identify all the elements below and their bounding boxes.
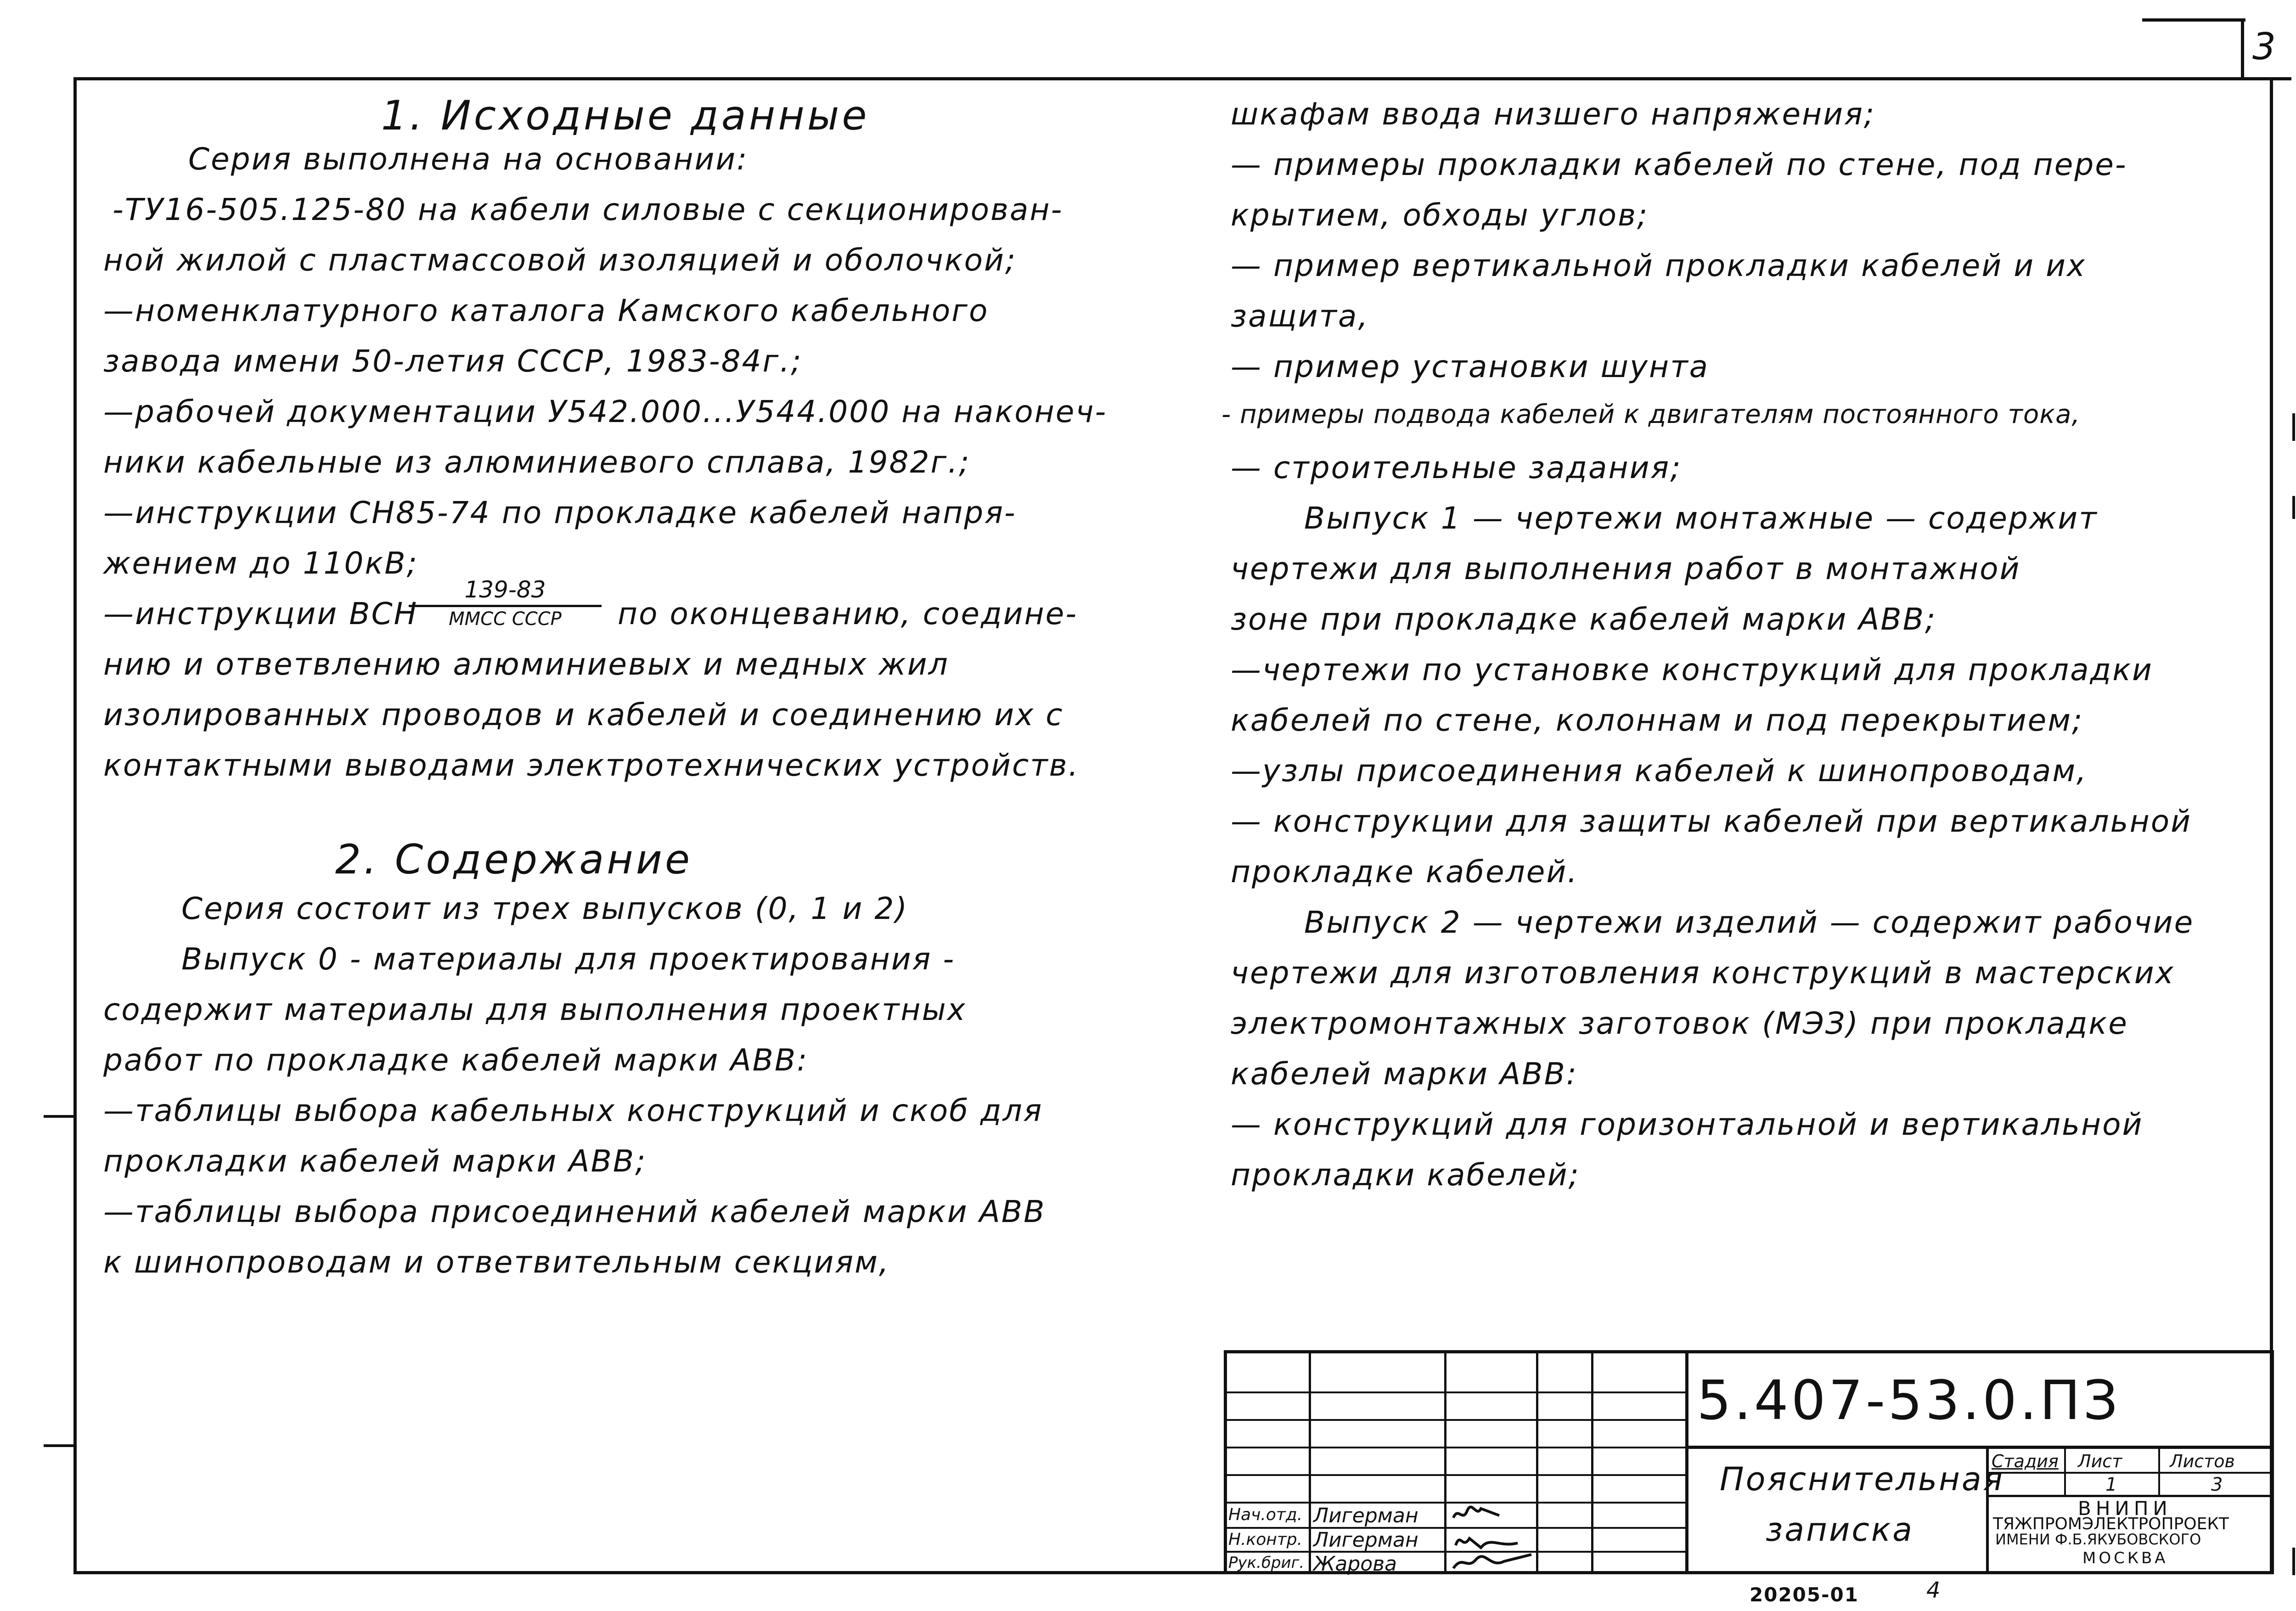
sheets-value: 3	[2211, 1474, 2223, 1495]
organization-line1: ВНИПИ	[2078, 1497, 2172, 1520]
text-line: жением до 110кВ;	[103, 546, 418, 581]
sheets-header: Листов	[2170, 1451, 2235, 1471]
vsn-numerator: 139-83	[409, 576, 602, 607]
text-line: ники кабельные из алюминиевого сплава, 1982г.;	[103, 445, 971, 480]
signatures	[1449, 1504, 1536, 1573]
text-line: -ТУ16-505.125-80 на кабели силовые с секционирован-	[113, 192, 1064, 227]
text-line: кабелей марки АВВ:	[1231, 1056, 1578, 1092]
organization-line2: ТЯЖПРОМЭЛЕКТРОПРОЕКТ	[1993, 1515, 2229, 1533]
text-line: зоне при прокладке кабелей марки АВВ;	[1231, 602, 1937, 637]
section-heading-contents: 2. Содержание	[335, 836, 693, 883]
inventory-number: 20205-01	[1750, 1583, 1859, 1606]
text-line: — примеры прокладки кабелей по стене, под пере-	[1231, 147, 2127, 182]
vsn-denominator: ММСС СССР	[449, 608, 562, 630]
sheet-header: Лист	[2078, 1451, 2122, 1471]
margin-tick	[44, 1115, 73, 1118]
text-line: —узлы присоединения кабелей к шинопроводам,	[1231, 753, 2088, 789]
role-label: Рук.бриг.	[1228, 1554, 1305, 1572]
person-name: Лигерман	[1313, 1528, 1418, 1552]
text-line: Серия состоит из трех выпусков (0, 1 и 2)	[181, 891, 909, 926]
text-line: Выпуск 2 — чертежи изделий — содержит рабочие	[1304, 905, 2195, 940]
text-line-vsn-suffix: по оконцеванию, соедине-	[618, 596, 1078, 631]
text-line: — конструкции для защиты кабелей при вертикальной	[1231, 804, 2192, 839]
text-line: —чертежи по установке конструкций для прокладки	[1231, 652, 2153, 687]
text-line: кабелей по стене, колоннам и под перекрытием;	[1231, 703, 2084, 738]
text-line: шкафам ввода низшего напряжения;	[1231, 96, 1876, 132]
text-line: защита,	[1231, 299, 1369, 334]
title-block	[1224, 1350, 2273, 1574]
text-line: контактными выводами электротехнических устройств.	[103, 748, 1080, 783]
text-line: нию и ответвлению алюминиевых и медных жил	[103, 647, 949, 682]
person-name: Жарова	[1313, 1552, 1397, 1576]
sheet-number: 3	[2252, 25, 2276, 68]
text-line: чертежи для изготовления конструкций в мастерских	[1231, 955, 2175, 991]
text-line: содержит материалы для выполнения проектных	[103, 992, 967, 1027]
text-line: работ по прокладке кабелей марки АВВ:	[103, 1042, 809, 1078]
margin-tick	[44, 1444, 73, 1447]
text-line: прокладке кабелей.	[1231, 854, 1579, 890]
text-line: Серия выполнена на основании:	[188, 141, 748, 177]
text-line: —номенклатурного каталога Камского кабельного	[103, 293, 989, 328]
document-code: 5.407-53.0.ПЗ	[1697, 1369, 2121, 1432]
person-name: Лигерман	[1313, 1504, 1418, 1527]
stage-header: Стадия	[1992, 1451, 2059, 1471]
text-line: завода имени 50-летия СССР, 1983-84г.;	[103, 344, 803, 379]
sheet-value: 1	[2105, 1474, 2117, 1495]
document-title-line2: записка	[1766, 1511, 1914, 1549]
text-line: —таблицы выбора присоединений кабелей марки АВВ	[103, 1194, 1046, 1229]
text-line: — пример вертикальной прокладки кабелей и их	[1231, 248, 2087, 283]
role-label: Нач.отд.	[1228, 1505, 1303, 1524]
text-line: —рабочей документации У542.000...У544.000 на наконеч-	[103, 394, 1108, 429]
text-line: к шинопроводам и ответвительным секциям,	[103, 1245, 890, 1280]
text-line: чертежи для выполнения работ в монтажной	[1231, 551, 2021, 586]
margin-tick	[2292, 496, 2295, 519]
text-line: — пример установки шунта	[1231, 349, 1710, 384]
margin-tick	[2292, 413, 2295, 441]
text-line: —таблицы выбора кабельных конструкций и скоб для	[103, 1093, 1043, 1128]
text-line: —инструкции СН85-74 по прокладке кабелей напря-	[103, 495, 1017, 530]
text-line: Выпуск 0 - материалы для проектирования -	[181, 941, 956, 977]
text-line: - примеры подвода кабелей к двигателям постоянного тока,	[1221, 400, 2081, 429]
text-line: крытием, обходы углов;	[1231, 197, 1649, 233]
text-line: — строительные задания;	[1231, 450, 1682, 485]
section-heading-source-data: 1. Исходные данные	[381, 92, 870, 139]
organization-line4: МОСКВА	[2082, 1549, 2168, 1567]
text-line: изолированных проводов и кабелей и соединению их с	[103, 697, 1064, 732]
organization-line3: ИМЕНИ Ф.Б.ЯКУБОВСКОГО	[1995, 1531, 2201, 1548]
text-line: ной жилой с пластмассовой изоляцией и оболочкой;	[103, 242, 1017, 278]
text-line: — конструкций для горизонтальной и вертикальной	[1231, 1107, 2144, 1142]
sheet-number-box-top	[2142, 18, 2245, 22]
margin-tick	[2292, 1548, 2295, 1575]
text-line-vsn-prefix: —инструкции ВСН	[103, 596, 418, 631]
role-label: Н.контр.	[1228, 1530, 1303, 1549]
text-line: электромонтажных заготовок (МЭЗ) при прокладке	[1231, 1006, 2128, 1041]
page-number: 4	[1926, 1577, 1941, 1603]
document-title-line1: Пояснительная	[1720, 1460, 2004, 1498]
text-line: Выпуск 1 — чертежи монтажные — содержит	[1304, 501, 2098, 536]
text-line: прокладки кабелей;	[1231, 1157, 1580, 1193]
text-line: прокладки кабелей марки АВВ;	[103, 1143, 647, 1179]
